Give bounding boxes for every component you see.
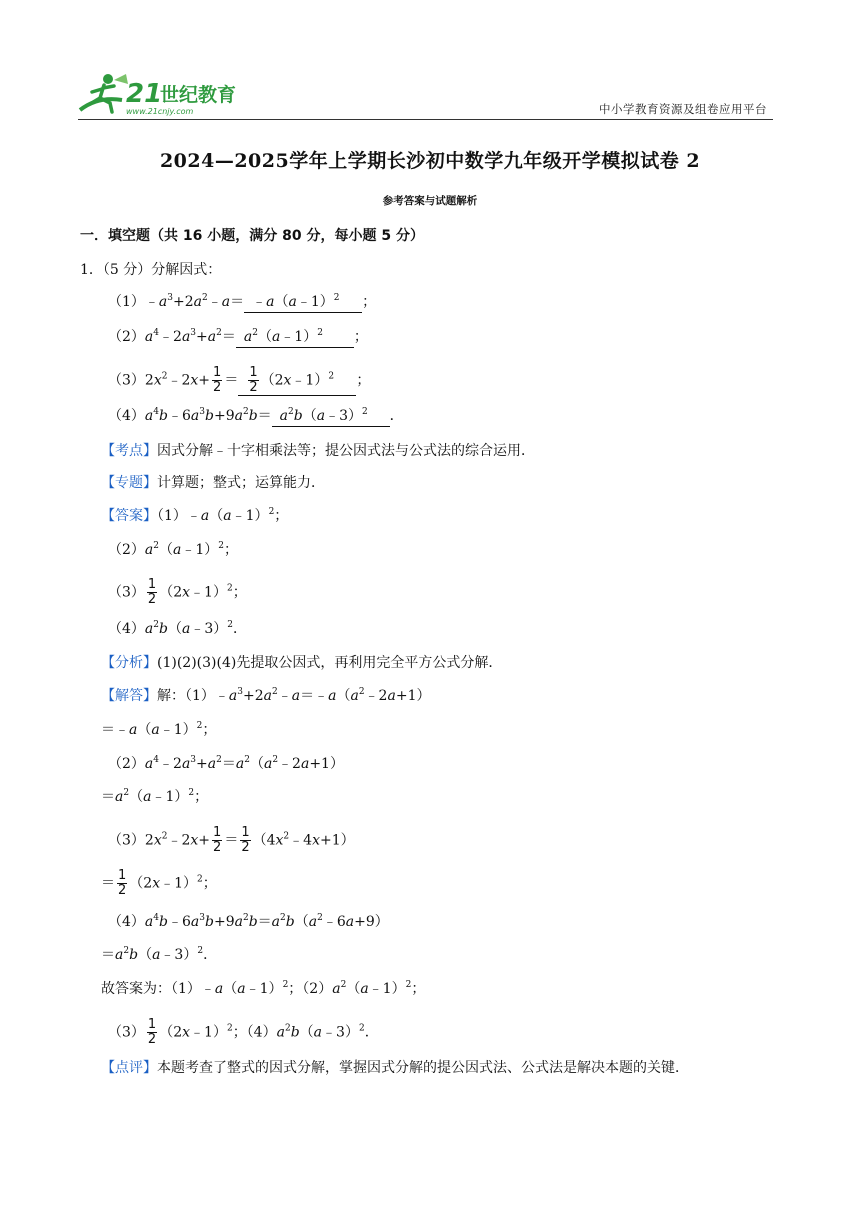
answer-line-3: （3） $\frac{1}{2}$ （2x﹣1）$^2$；	[108, 577, 247, 607]
svg-text:21: 21	[126, 79, 163, 109]
kaodian-tag: 【考点】	[101, 443, 157, 459]
answer-blank-4: $a^2b(a﹣3)^2$	[272, 406, 390, 427]
jieda-tag: 【解答】	[101, 688, 157, 704]
dianping-text: 本题考查了整式的因式分解，掌握因式分解的提公因式法、公式法是解决本题的关键．	[157, 1060, 689, 1076]
fenxi-line	[101, 653, 502, 673]
answer-blank-2: $a^2(a﹣1)^2$	[236, 327, 354, 348]
answer-blank-3: $\frac{1}{2}$ （2x﹣1）$^2$	[238, 366, 356, 396]
jieda-lead: 解：	[157, 688, 185, 704]
runner-icon	[80, 74, 128, 112]
fenxi-text: (1)(2)(3)(4)先提取公因式，再利用完全平方公式分解．	[157, 655, 503, 671]
question-part-2: $(2)a^4﹣2a^3+a^2=$ $a^2(a﹣1)^2$ ；	[108, 327, 368, 348]
guda-line-1: 故答案为：（1）﹣a（a﹣1）$^2$；$(2)a^2(a﹣1)^2$；	[101, 980, 426, 997]
jieda-line-2: ＝﹣a（a﹣1）$^2$；	[101, 721, 217, 738]
answer-line-1: 【答案】（1）﹣a（a﹣1）$^2$；	[101, 507, 289, 524]
question-part-3: $(3)2x^2﹣2x+$ $\frac{1}{2}$ ＝ $\frac{1}{2}$ （2x﹣1）$^2$ ；	[108, 365, 371, 395]
page-header	[78, 66, 773, 120]
zhuanti-line	[101, 473, 325, 493]
platform-name: 中小学教育资源及组卷应用平台	[599, 102, 767, 116]
zhuanti-text: 计算题；整式；运算能力．	[157, 475, 325, 491]
zhuanti-tag: 【专题】	[101, 475, 157, 491]
fraction-half: $\frac{1}{2}$	[213, 365, 222, 395]
question-part-4: $(4)a^4b﹣6a^3b+9a^2b=$ $a^2b(a﹣3)^2$ ．	[108, 406, 404, 427]
guda-lead: 故答案为：	[101, 981, 171, 997]
fenxi-tag: 【分析】	[101, 655, 157, 671]
fraction-half: $\frac{1}{2}$	[241, 825, 250, 855]
fraction-half: $\frac{1}{2}$	[249, 365, 258, 395]
jieda-line-5: $(3)2x^2﹣2x+$ $\frac{1}{2}$ ＝ $\frac{1}{2}$ $(4x^2﹣4x+1)$	[108, 825, 355, 855]
header-rule	[78, 119, 773, 121]
dianping-tag: 【点评】	[101, 1060, 157, 1076]
kaodian-text: 因式分解﹣十字相乘法等；提公因式法与公式法的综合运用．	[157, 443, 535, 459]
section-heading: 一．填空题（共 16 小题，满分 80 分，每小题 5 分）	[80, 228, 424, 244]
fraction-half: $\frac{1}{2}$	[147, 577, 157, 607]
question-part-1: $(1)﹣a^3+2a^2﹣a=$ ﹣a（a﹣1）$^2$ ；	[108, 292, 376, 313]
daan-tag: 【答案】	[101, 508, 157, 524]
svg-text:www.21cnjy.com: www.21cnjy.com	[126, 107, 194, 116]
page-title: 2024—2025学年上学期长沙初中数学九年级开学模拟试卷 2	[159, 150, 701, 172]
jieda-line-8: $=a^2b(a﹣3)^2$．	[101, 946, 218, 963]
question-stem: 1．（5 分）分解因式：	[80, 262, 222, 278]
jieda-line-7: $(4)a^4b﹣6a^3b+9a^2b=a^2b(a^2﹣6a+9)$	[108, 913, 389, 930]
fraction-half: $\frac{1}{2}$	[118, 868, 127, 898]
answer-line-2: $(2)a^2(a﹣1)^2$；	[108, 541, 239, 558]
logo-21cnjy	[78, 70, 248, 116]
page-subtitle: 参考答案与试题解析	[382, 195, 478, 207]
jieda-line-4: $=a^2(a﹣1)^2$；	[101, 788, 209, 805]
answer-blank-1: ﹣a（a﹣1）$^2$	[244, 292, 362, 313]
answer-line-4: $(4)a^2b(a﹣3)^2$．	[108, 620, 247, 637]
jieda-line-6: ＝ $\frac{1}{2}$ （2x﹣1）$^2$；	[101, 868, 217, 898]
fraction-half: $\frac{1}{2}$	[213, 825, 222, 855]
kaodian-line	[101, 441, 535, 461]
svg-text:世纪教育: 世纪教育	[160, 84, 237, 106]
dianping-line	[101, 1058, 689, 1078]
guda-line-2: （3） $\frac{1}{2}$ （2x﹣1）$^2$；$(4)a^2b(a﹣3)^2$．	[108, 1017, 379, 1047]
jieda-line-3: $(2)a^4﹣2a^3+a^2=a^2(a^2﹣2a+1)$	[108, 755, 344, 772]
jieda-line-1: 【解答】解：$(1)﹣a^3+2a^2﹣a=﹣a(a^2﹣2a+1)$	[101, 687, 431, 704]
fraction-half: $\frac{1}{2}$	[147, 1017, 157, 1047]
